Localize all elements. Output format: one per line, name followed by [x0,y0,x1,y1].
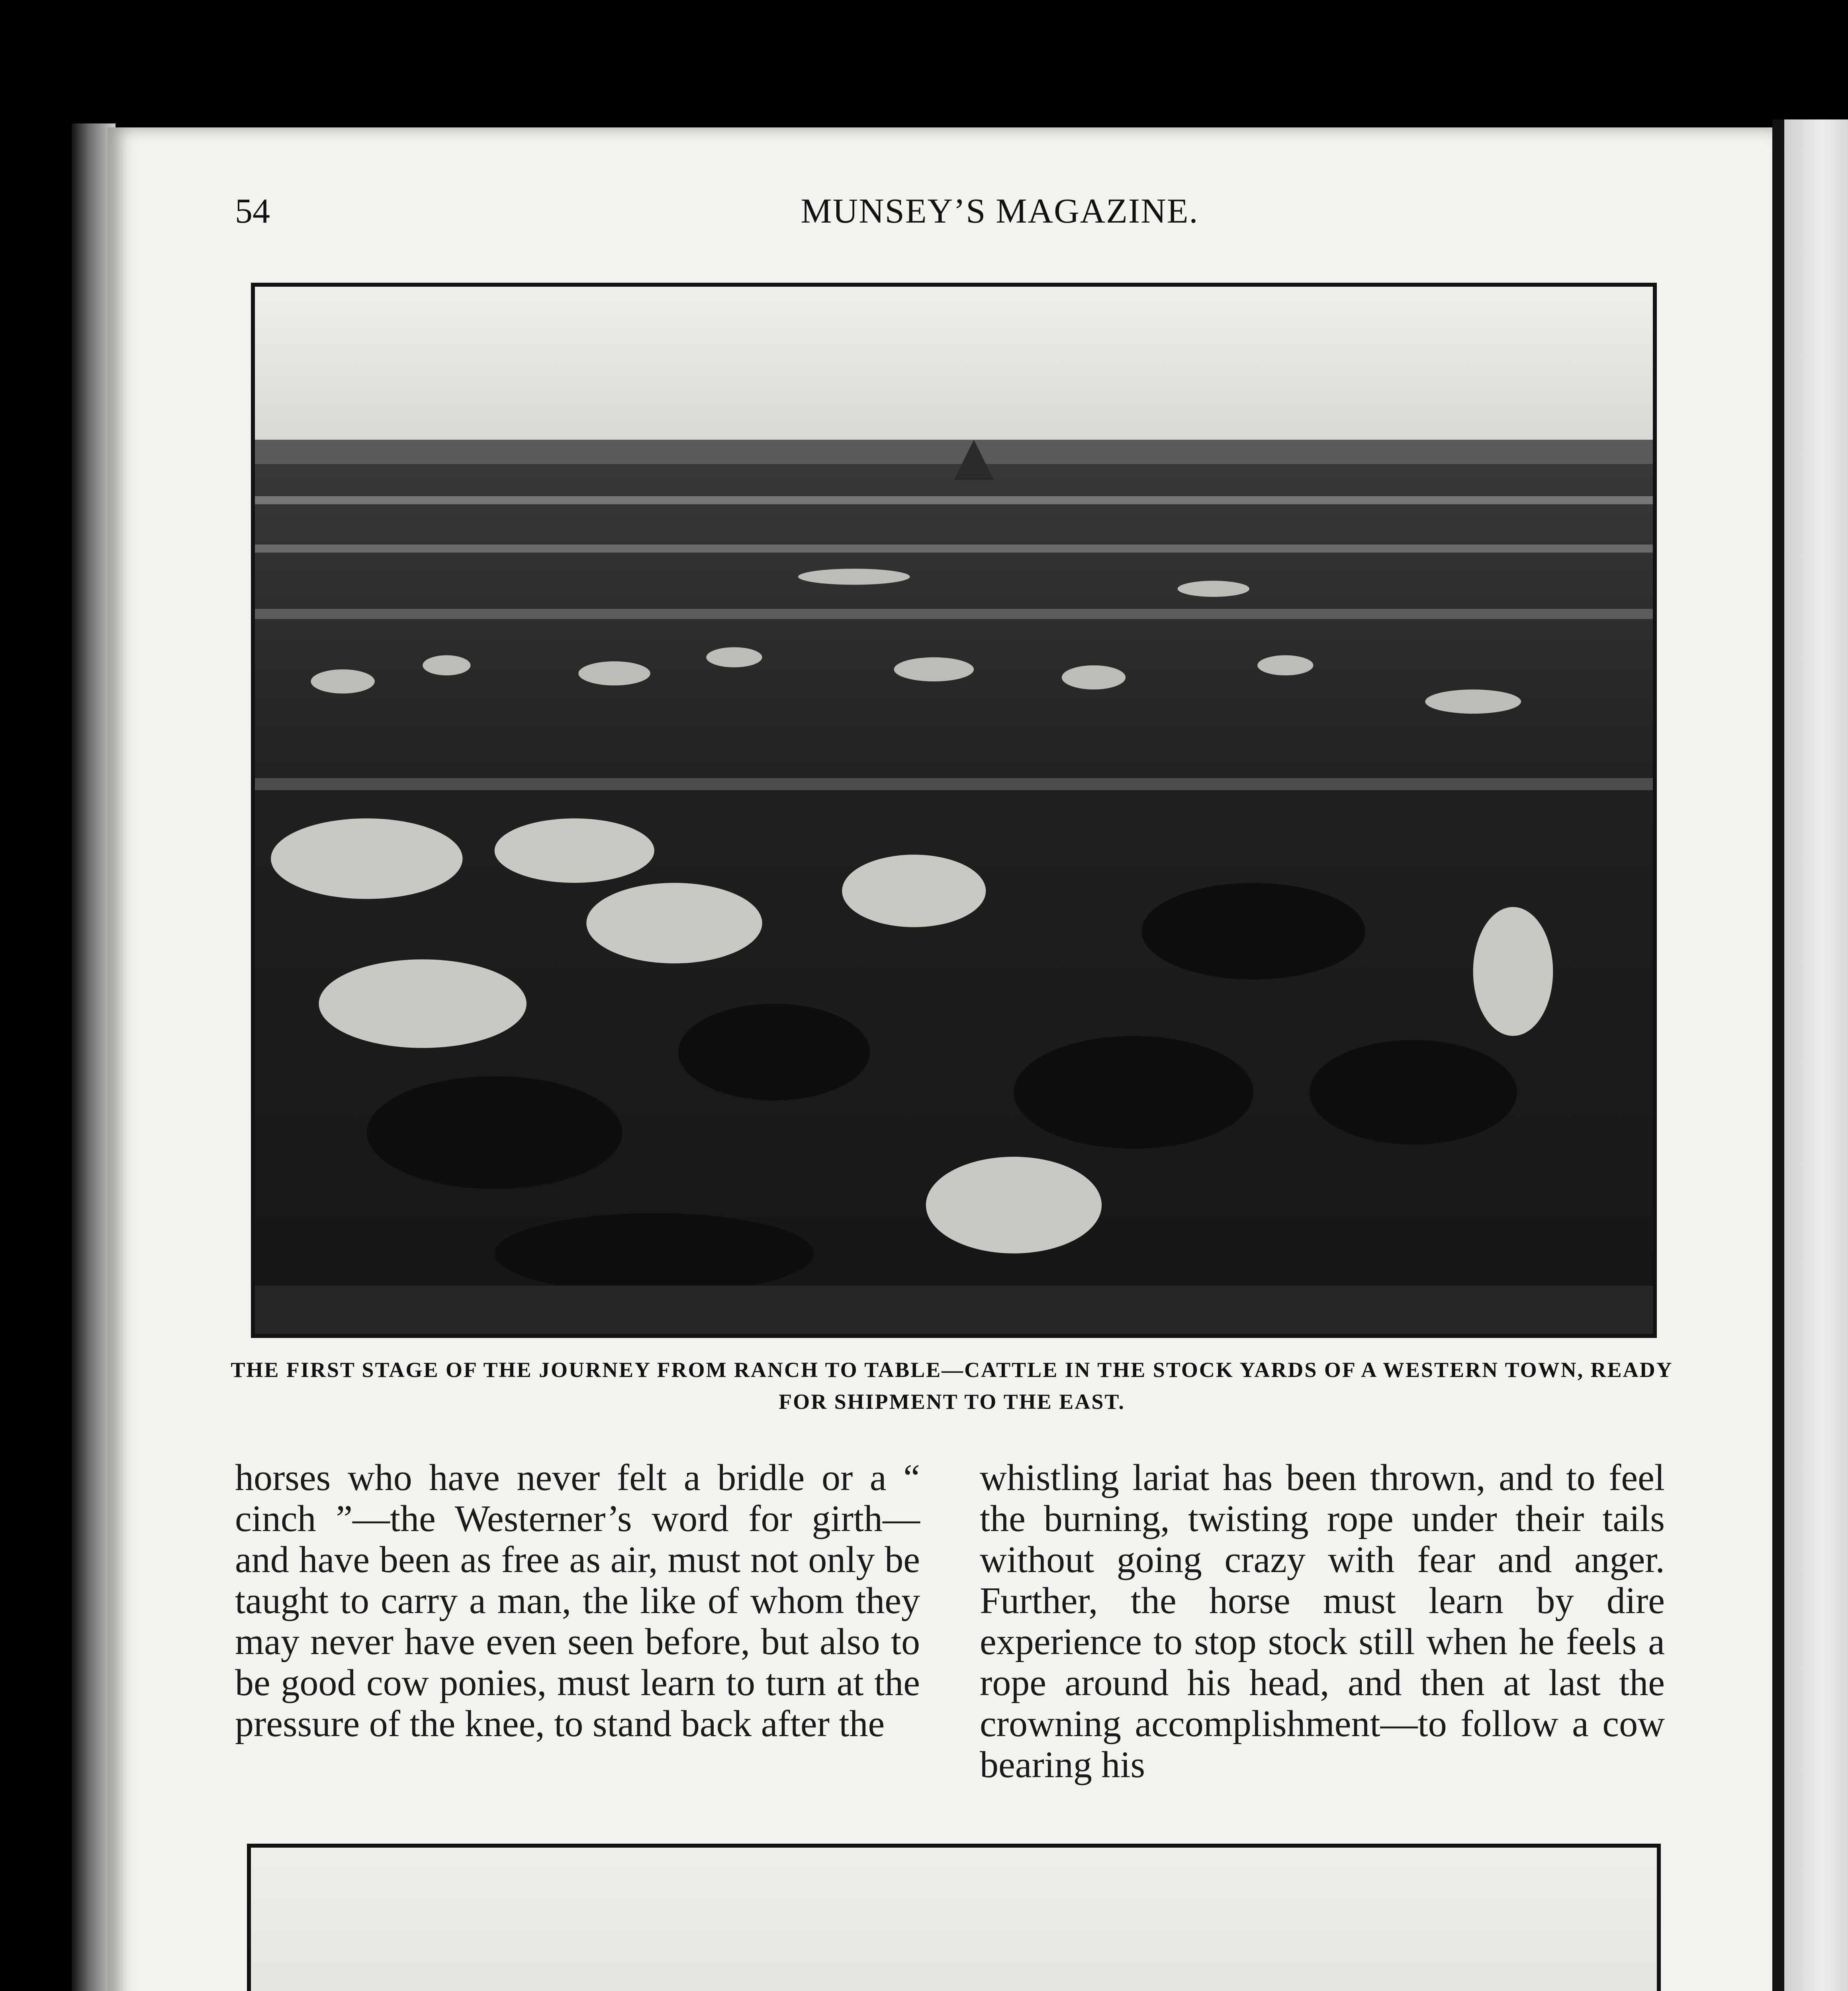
stockyard-photo-1 [255,287,1653,1334]
paragraph-right: whistling lariat has been thrown, and to feel the burning, twisting rope under their tails without going crazy with fear and anger. Further, the horse must learn by dire experience to stop stock still when he feels a rope around his head, and then at last the crowning accomplishment—to follow a cow bearing his [980,1457,1665,1786]
magazine-page [108,127,1772,1991]
text-column-left [235,1457,920,1816]
gutter [1772,119,1785,1991]
text-column-right [980,1457,1665,1816]
next-page-edge [1784,119,1848,1991]
photo-city-stockyards [247,1844,1661,1991]
paragraph-left: horses who have never felt a bridle or a “ cinch ”—the Westerner’s word for girth—and have been as free as air, must not only be taught to carry a man, the like of whom they may never have even seen before, but also to be good cow ponies, must learn to turn at the pressure of the knee, to stand back after the [235,1457,920,1745]
stockyard-photo-2 [251,1848,1657,1991]
body-text [235,1457,1665,1816]
caption-photo-1: THE FIRST STAGE OF THE JOURNEY FROM RANCH TO TABLE—CATTLE IN THE STOCK YARDS OF A WESTERN TOWN, READY FOR SHIPMENT TO THE EAST. [231,1358,1673,1414]
page-number: 54 [235,192,270,231]
running-title: MUNSEY’S MAGAZINE. [801,192,1199,231]
page-header [108,191,1772,247]
photo-cattle-western-stockyard [251,283,1657,1338]
